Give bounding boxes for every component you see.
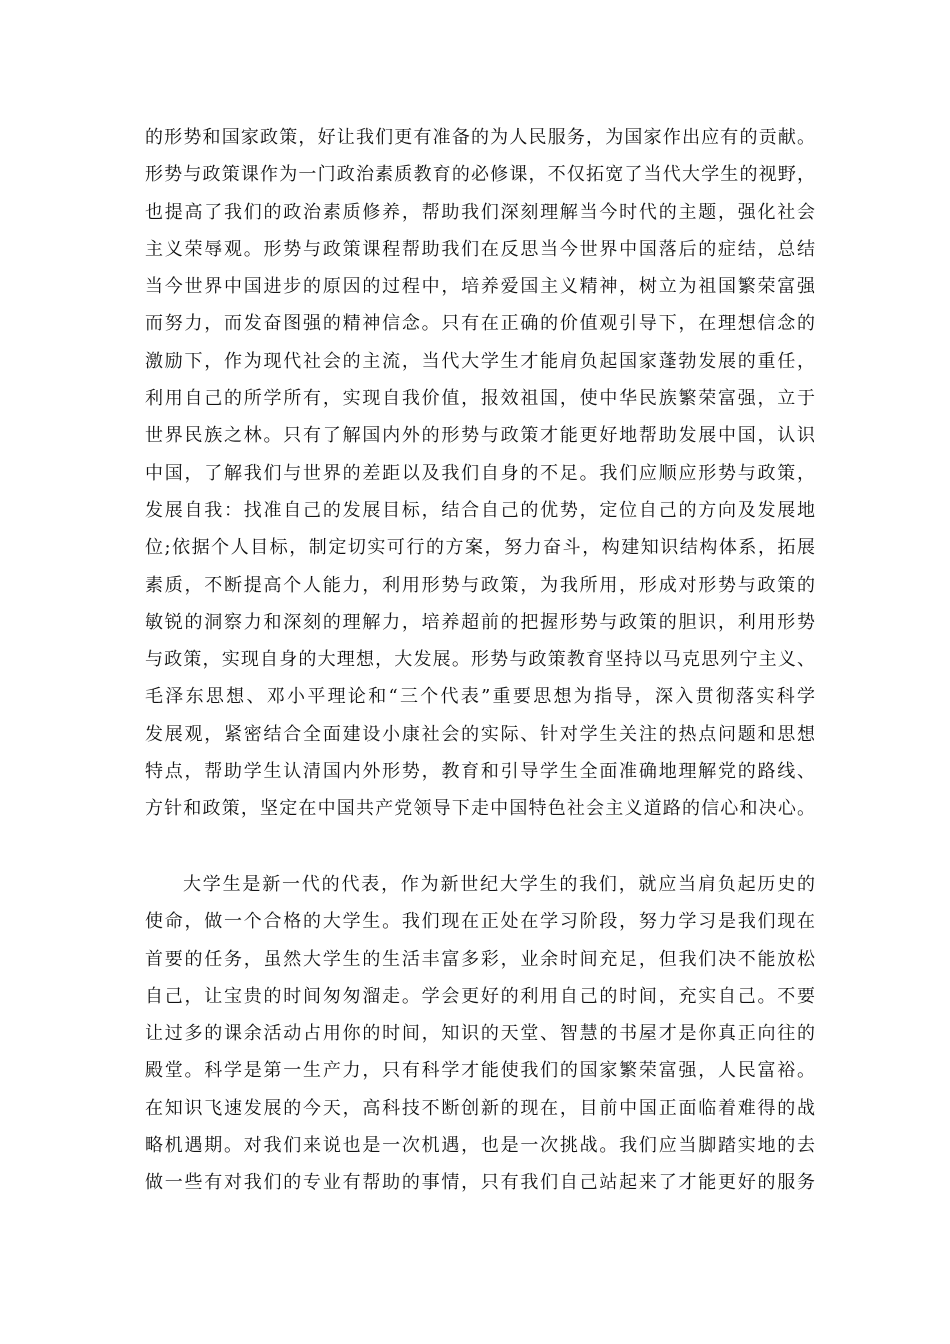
text-line: 在知识飞速发展的今天，高科技不断创新的现在，目前中国正面临着难得的战 bbox=[145, 1097, 815, 1119]
text-line: 素质，不断提高个人能力，利用形势与政策，为我所用，形成对形势与政策的 bbox=[145, 574, 815, 596]
text-line: 主义荣辱观。形势与政策课程帮助我们在反思当今世界中国落后的症结，总结 bbox=[145, 238, 815, 260]
text-line: 利用自己的所学所有，实现自我价值，报效祖国，使中华民族繁荣富强，立于 bbox=[145, 388, 815, 410]
text-line: 发展自我：找准自己的发展目标，结合自己的优势，定位自己的方向及发展地 bbox=[145, 499, 815, 521]
text-line: 自己，让宝贵的时间匆匆溜走。学会更好的利用自己的时间，充实自己。不要 bbox=[145, 985, 815, 1007]
text-line: 的形势和国家政策，好让我们更有准备的为人民服务，为国家作出应有的贡献。 bbox=[145, 127, 815, 148]
text-line: 当今世界中国进步的原因的过程中，培养爱国主义精神，树立为祖国繁荣富强 bbox=[145, 276, 815, 298]
text-line: 略机遇期。对我们来说也是一次机遇，也是一次挑战。我们应当脚踏实地的去 bbox=[145, 1135, 815, 1157]
text-line: 而努力，而发奋图强的精神信念。只有在正确的价值观引导下，在理想信念的 bbox=[145, 313, 815, 335]
paragraph-2 bbox=[145, 866, 815, 1202]
text-line: 方针和政策，坚定在中国共产党领导下走中国特色社会主义道路的信心和决心。 bbox=[145, 798, 815, 820]
text-line: 中国，了解我们与世界的差距以及我们自身的不足。我们应顺应形势与政策， bbox=[145, 462, 815, 484]
text-line: 首要的任务，虽然大学生的生活丰富多彩，业余时间充足，但我们决不能放松 bbox=[145, 948, 815, 970]
text-line: 世界民族之林。只有了解国内外的形势与政策才能更好地帮助发展中国，认识 bbox=[145, 425, 815, 447]
text-line: 特点，帮助学生认清国内外形势，教育和引导学生全面准确地理解党的路线、 bbox=[145, 761, 815, 783]
text-line: 发展观，紧密结合全面建设小康社会的实际、针对学生关注的热点问题和思想 bbox=[145, 723, 815, 745]
text-line: 做一些有对我们的专业有帮助的事情，只有我们自己站起来了才能更好的服务 bbox=[145, 1172, 815, 1194]
paragraph-1 bbox=[145, 119, 815, 828]
text-line: 使命，做一个合格的大学生。我们现在正处在学习阶段，努力学习是我们现在 bbox=[145, 911, 815, 933]
text-line: 位;依据个人目标，制定切实可行的方案，努力奋斗，构建知识结构体系，拓展 bbox=[145, 537, 815, 559]
text-line: 形势与政策课作为一门政治素质教育的必修课，不仅拓宽了当代大学生的视野， bbox=[145, 164, 815, 186]
text-line: 毛泽东思想、邓小平理论和“三个代表”重要思想为指导，深入贯彻落实科学 bbox=[145, 686, 815, 708]
text-line: 大学生是新一代的代表，作为新世纪大学生的我们，就应当肩负起历史的 bbox=[183, 874, 815, 895]
text-line: 敏锐的洞察力和深刻的理解力，培养超前的把握形势与政策的胆识，利用形势 bbox=[145, 611, 815, 633]
text-line: 也提高了我们的政治素质修养，帮助我们深刻理解当今时代的主题，强化社会 bbox=[145, 201, 815, 223]
text-line: 激励下，作为现代社会的主流，当代大学生才能肩负起国家蓬勃发展的重任， bbox=[145, 350, 815, 372]
text-line: 与政策，实现自身的大理想，大发展。形势与政策教育坚持以马克思列宁主义、 bbox=[145, 649, 815, 671]
text-line: 殿堂。科学是第一生产力，只有科学才能使我们的国家繁荣富强，人民富裕。 bbox=[145, 1060, 815, 1082]
text-line: 让过多的课余活动占用你的时间，知识的天堂、智慧的书屋才是你真正向往的 bbox=[145, 1023, 815, 1045]
